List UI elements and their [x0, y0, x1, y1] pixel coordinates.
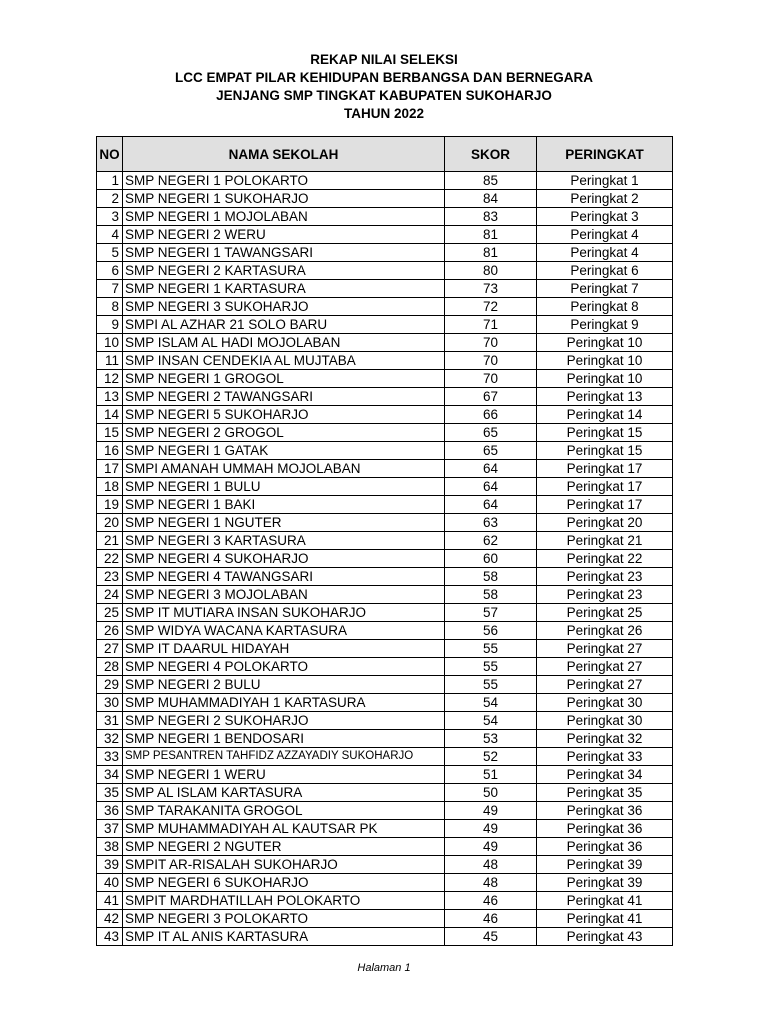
- header-nama-sekolah: NAMA SEKOLAH: [123, 137, 445, 172]
- row-school-name: SMP NEGERI 2 BULU: [123, 676, 445, 694]
- row-school-name: SMP NEGERI 3 POLOKARTO: [123, 910, 445, 928]
- row-rank: Peringkat 2: [537, 190, 673, 208]
- row-no: 3: [97, 208, 123, 226]
- table-row: [97, 316, 673, 334]
- header-no: NO: [97, 137, 123, 172]
- row-school-name: SMP ISLAM AL HADI MOJOLABAN: [123, 334, 445, 352]
- row-rank: Peringkat 23: [537, 568, 673, 586]
- table-row: [97, 496, 673, 514]
- row-rank: Peringkat 17: [537, 496, 673, 514]
- table-row: [97, 262, 673, 280]
- row-score: 55: [445, 676, 537, 694]
- row-no: 40: [97, 874, 123, 892]
- table-row: [97, 820, 673, 838]
- row-score: 63: [445, 514, 537, 532]
- row-rank: Peringkat 17: [537, 478, 673, 496]
- title-line-4: TAHUN 2022: [343, 106, 425, 121]
- table-row: [97, 406, 673, 424]
- row-school-name: SMPI AMANAH UMMAH MOJOLABAN: [123, 460, 445, 478]
- table-row: [97, 676, 673, 694]
- row-no: 2: [97, 190, 123, 208]
- row-score: 67: [445, 388, 537, 406]
- row-score: 56: [445, 622, 537, 640]
- row-rank: Peringkat 4: [537, 244, 673, 262]
- row-school-name: SMPI AL AZHAR 21 SOLO BARU: [123, 316, 445, 334]
- table-row: [97, 244, 673, 262]
- header-peringkat: PERINGKAT: [537, 137, 673, 172]
- row-school-name: SMP NEGERI 1 SUKOHARJO: [123, 190, 445, 208]
- table-row: [97, 424, 673, 442]
- row-no: 33: [97, 748, 123, 766]
- row-score: 64: [445, 496, 537, 514]
- row-no: 18: [97, 478, 123, 496]
- row-school-name: SMP NEGERI 3 SUKOHARJO: [123, 298, 445, 316]
- row-school-name: SMP NEGERI 1 GROGOL: [123, 370, 445, 388]
- row-no: 15: [97, 424, 123, 442]
- row-score: 51: [445, 766, 537, 784]
- row-score: 70: [445, 352, 537, 370]
- row-rank: Peringkat 21: [537, 532, 673, 550]
- row-score: 80: [445, 262, 537, 280]
- table-row: [97, 352, 673, 370]
- row-school-name: SMP NEGERI 4 TAWANGSARI: [123, 568, 445, 586]
- row-rank: Peringkat 13: [537, 388, 673, 406]
- row-school-name: SMP NEGERI 2 GROGOL: [123, 424, 445, 442]
- row-no: 26: [97, 622, 123, 640]
- row-score: 60: [445, 550, 537, 568]
- row-rank: Peringkat 41: [537, 910, 673, 928]
- row-school-name: SMP IT MUTIARA INSAN SUKOHARJO: [123, 604, 445, 622]
- row-school-name: SMP NEGERI 1 KARTASURA: [123, 280, 445, 298]
- row-score: 81: [445, 226, 537, 244]
- row-no: 5: [97, 244, 123, 262]
- row-rank: Peringkat 39: [537, 856, 673, 874]
- row-score: 53: [445, 730, 537, 748]
- table-row: [97, 856, 673, 874]
- row-rank: Peringkat 34: [537, 766, 673, 784]
- row-rank: Peringkat 33: [537, 748, 673, 766]
- table-row: [97, 658, 673, 676]
- row-school-name: SMP NEGERI 2 SUKOHARJO: [123, 712, 445, 730]
- table-row: [97, 586, 673, 604]
- table-row: [97, 370, 673, 388]
- row-no: 36: [97, 802, 123, 820]
- row-school-name: SMP NEGERI 1 BAKI: [123, 496, 445, 514]
- row-score: 73: [445, 280, 537, 298]
- row-no: 7: [97, 280, 123, 298]
- row-school-name: SMP NEGERI 2 KARTASURA: [123, 262, 445, 280]
- row-school-name: SMP INSAN CENDEKIA AL MUJTABA: [123, 352, 445, 370]
- row-score: 52: [445, 748, 537, 766]
- row-score: 55: [445, 658, 537, 676]
- row-no: 23: [97, 568, 123, 586]
- row-no: 20: [97, 514, 123, 532]
- row-no: 13: [97, 388, 123, 406]
- row-rank: Peringkat 1: [537, 172, 673, 190]
- row-no: 32: [97, 730, 123, 748]
- row-score: 50: [445, 784, 537, 802]
- row-rank: Peringkat 39: [537, 874, 673, 892]
- row-no: 30: [97, 694, 123, 712]
- table-row: [97, 712, 673, 730]
- row-rank: Peringkat 36: [537, 838, 673, 856]
- row-school-name: SMP NEGERI 1 NGUTER: [123, 514, 445, 532]
- row-score: 48: [445, 856, 537, 874]
- row-school-name: SMP NEGERI 1 POLOKARTO: [123, 172, 445, 190]
- row-rank: Peringkat 9: [537, 316, 673, 334]
- row-school-name: SMP MUHAMMADIYAH AL KAUTSAR PK: [123, 820, 445, 838]
- row-school-name: SMP NEGERI 1 BULU: [123, 478, 445, 496]
- row-rank: Peringkat 27: [537, 676, 673, 694]
- row-score: 70: [445, 370, 537, 388]
- table-row: [97, 568, 673, 586]
- row-no: 28: [97, 658, 123, 676]
- row-rank: Peringkat 22: [537, 550, 673, 568]
- table-row: [97, 892, 673, 910]
- table-row: [97, 730, 673, 748]
- row-score: 49: [445, 838, 537, 856]
- row-no: 27: [97, 640, 123, 658]
- row-school-name: SMP IT AL ANIS KARTASURA: [123, 928, 445, 946]
- table-row: [97, 874, 673, 892]
- row-rank: Peringkat 26: [537, 622, 673, 640]
- header-skor: SKOR: [445, 137, 537, 172]
- table-row: [97, 694, 673, 712]
- row-score: 45: [445, 928, 537, 946]
- row-score: 49: [445, 820, 537, 838]
- row-rank: Peringkat 30: [537, 712, 673, 730]
- row-score: 64: [445, 478, 537, 496]
- table-row: [97, 640, 673, 658]
- row-score: 62: [445, 532, 537, 550]
- row-score: 71: [445, 316, 537, 334]
- row-rank: Peringkat 10: [537, 334, 673, 352]
- row-no: 42: [97, 910, 123, 928]
- row-score: 66: [445, 406, 537, 424]
- table-row: [97, 388, 673, 406]
- row-no: 37: [97, 820, 123, 838]
- table-row: [97, 766, 673, 784]
- row-school-name: SMP NEGERI 3 KARTASURA: [123, 532, 445, 550]
- row-rank: Peringkat 30: [537, 694, 673, 712]
- row-score: 81: [445, 244, 537, 262]
- row-school-name: SMP NEGERI 3 MOJOLABAN: [123, 586, 445, 604]
- row-rank: Peringkat 25: [537, 604, 673, 622]
- row-no: 34: [97, 766, 123, 784]
- table-row: [97, 802, 673, 820]
- row-rank: Peringkat 27: [537, 640, 673, 658]
- row-school-name: SMP WIDYA WACANA KARTASURA: [123, 622, 445, 640]
- row-score: 72: [445, 298, 537, 316]
- table-row: [97, 280, 673, 298]
- table-row: [97, 748, 673, 766]
- table-row: [97, 226, 673, 244]
- row-school-name: SMP NEGERI 1 GATAK: [123, 442, 445, 460]
- row-school-name: SMP PESANTREN TAHFIDZ AZZAYADIY SUKOHARJO: [123, 748, 445, 766]
- row-no: 1: [97, 172, 123, 190]
- row-rank: Peringkat 15: [537, 424, 673, 442]
- table-row: [97, 550, 673, 568]
- row-rank: Peringkat 20: [537, 514, 673, 532]
- row-school-name: SMP NEGERI 1 BENDOSARI: [123, 730, 445, 748]
- row-school-name: SMP NEGERI 2 WERU: [123, 226, 445, 244]
- table-row: [97, 172, 673, 190]
- row-score: 54: [445, 694, 537, 712]
- table-row: [97, 928, 673, 946]
- row-school-name: SMP NEGERI 1 TAWANGSARI: [123, 244, 445, 262]
- table-row: [97, 622, 673, 640]
- row-rank: Peringkat 32: [537, 730, 673, 748]
- row-rank: Peringkat 36: [537, 802, 673, 820]
- row-no: 39: [97, 856, 123, 874]
- row-score: 46: [445, 892, 537, 910]
- row-school-name: SMP TARAKANITA GROGOL: [123, 802, 445, 820]
- row-school-name: SMP NEGERI 2 NGUTER: [123, 838, 445, 856]
- row-no: 14: [97, 406, 123, 424]
- row-school-name: SMP AL ISLAM KARTASURA: [123, 784, 445, 802]
- table-row: [97, 298, 673, 316]
- row-rank: Peringkat 3: [537, 208, 673, 226]
- row-score: 65: [445, 442, 537, 460]
- row-score: 55: [445, 640, 537, 658]
- row-no: 8: [97, 298, 123, 316]
- row-school-name: SMP MUHAMMADIYAH 1 KARTASURA: [123, 694, 445, 712]
- row-score: 85: [445, 172, 537, 190]
- table-row: [97, 334, 673, 352]
- row-no: 31: [97, 712, 123, 730]
- table-header-row: [97, 137, 673, 172]
- row-score: 48: [445, 874, 537, 892]
- row-score: 70: [445, 334, 537, 352]
- row-no: 10: [97, 334, 123, 352]
- row-no: 29: [97, 676, 123, 694]
- table-row: [97, 514, 673, 532]
- row-no: 25: [97, 604, 123, 622]
- row-rank: Peringkat 10: [537, 352, 673, 370]
- row-rank: Peringkat 4: [537, 226, 673, 244]
- row-no: 11: [97, 352, 123, 370]
- table-row: [97, 532, 673, 550]
- row-school-name: SMP NEGERI 1 WERU: [123, 766, 445, 784]
- row-score: 64: [445, 460, 537, 478]
- row-rank: Peringkat 23: [537, 586, 673, 604]
- row-school-name: SMP NEGERI 2 TAWANGSARI: [123, 388, 445, 406]
- row-score: 54: [445, 712, 537, 730]
- row-no: 6: [97, 262, 123, 280]
- table-row: [97, 784, 673, 802]
- title-line-2: LCC EMPAT PILAR KEHIDUPAN BERBANGSA DAN BERNEGARA: [174, 70, 593, 85]
- table-row: [97, 442, 673, 460]
- row-no: 17: [97, 460, 123, 478]
- table-row: [97, 460, 673, 478]
- row-no: 16: [97, 442, 123, 460]
- row-rank: Peringkat 36: [537, 820, 673, 838]
- row-rank: Peringkat 8: [537, 298, 673, 316]
- row-school-name: SMP NEGERI 1 MOJOLABAN: [123, 208, 445, 226]
- table-row: [97, 478, 673, 496]
- row-no: 4: [97, 226, 123, 244]
- row-rank: Peringkat 27: [537, 658, 673, 676]
- row-no: 21: [97, 532, 123, 550]
- row-rank: Peringkat 35: [537, 784, 673, 802]
- row-school-name: SMPIT AR-RISALAH SUKOHARJO: [123, 856, 445, 874]
- row-school-name: SMP NEGERI 4 POLOKARTO: [123, 658, 445, 676]
- title-line-3: JENJANG SMP TINGKAT KABUPATEN SUKOHARJO: [216, 88, 552, 103]
- row-score: 46: [445, 910, 537, 928]
- table-row: [97, 910, 673, 928]
- title-line-1: REKAP NILAI SELEKSI: [310, 52, 458, 67]
- row-score: 57: [445, 604, 537, 622]
- row-no: 41: [97, 892, 123, 910]
- row-score: 65: [445, 424, 537, 442]
- document-title: [0, 51, 768, 123]
- row-school-name: SMPIT MARDHATILLAH POLOKARTO: [123, 892, 445, 910]
- row-no: 22: [97, 550, 123, 568]
- table-row: [97, 838, 673, 856]
- row-no: 24: [97, 586, 123, 604]
- row-rank: Peringkat 41: [537, 892, 673, 910]
- row-no: 12: [97, 370, 123, 388]
- row-rank: Peringkat 14: [537, 406, 673, 424]
- table-row: [97, 604, 673, 622]
- page-footer: Halaman 1: [357, 962, 411, 974]
- row-score: 83: [445, 208, 537, 226]
- row-rank: Peringkat 10: [537, 370, 673, 388]
- row-no: 9: [97, 316, 123, 334]
- row-rank: Peringkat 43: [537, 928, 673, 946]
- row-school-name: SMP IT DAARUL HIDAYAH: [123, 640, 445, 658]
- results-table: [96, 136, 673, 946]
- row-score: 58: [445, 568, 537, 586]
- row-no: 35: [97, 784, 123, 802]
- row-no: 43: [97, 928, 123, 946]
- row-rank: Peringkat 15: [537, 442, 673, 460]
- row-score: 84: [445, 190, 537, 208]
- row-school-name: SMP NEGERI 5 SUKOHARJO: [123, 406, 445, 424]
- row-school-name: SMP NEGERI 4 SUKOHARJO: [123, 550, 445, 568]
- table-row: [97, 190, 673, 208]
- row-no: 38: [97, 838, 123, 856]
- row-no: 19: [97, 496, 123, 514]
- row-school-name: SMP NEGERI 6 SUKOHARJO: [123, 874, 445, 892]
- row-rank: Peringkat 6: [537, 262, 673, 280]
- row-score: 49: [445, 802, 537, 820]
- table-row: [97, 208, 673, 226]
- row-score: 58: [445, 586, 537, 604]
- row-rank: Peringkat 17: [537, 460, 673, 478]
- row-rank: Peringkat 7: [537, 280, 673, 298]
